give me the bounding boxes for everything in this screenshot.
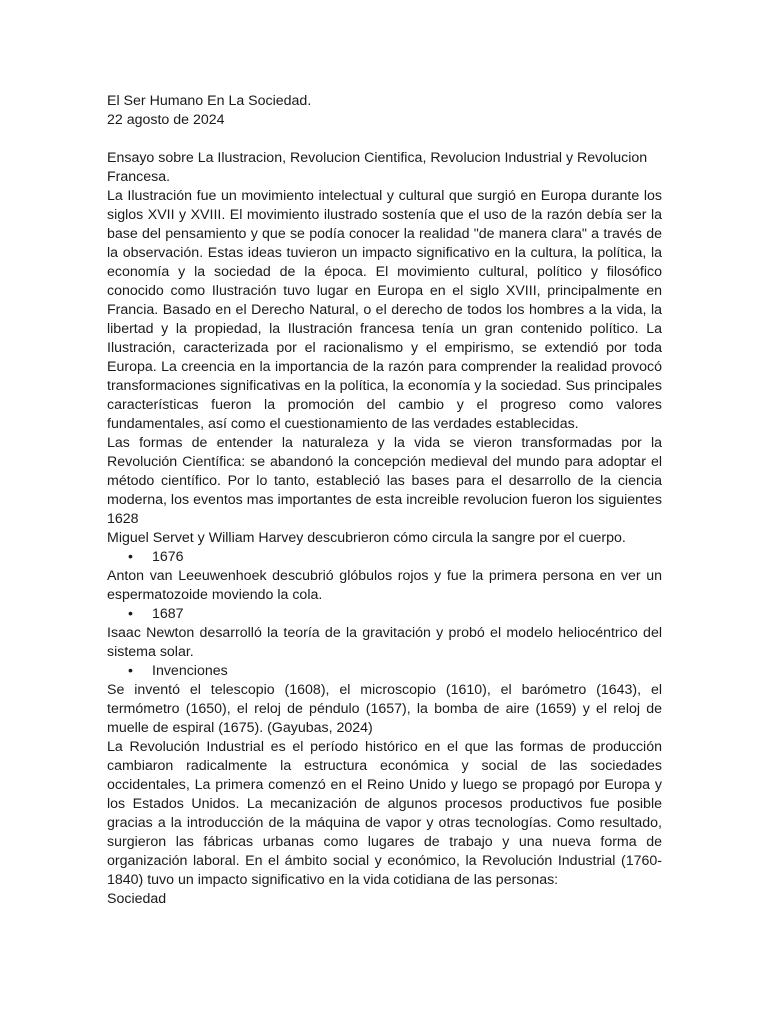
paragraph-revolucion-industrial: La Revolución Industrial es el período histórico en el que las formas de producción cambiaron radicalmente la estructura económica y social de las sociedades occidentales, La primera comenzó en el Reino Unido y luego se propagó por Europa y los Estados Unidos. La mecanización de algunos procesos productivos fue posible gracias a la introducción de la máquina de vapor y otras tecnologías. Como resultado, surgieron las fábricas urbanas como lugares de trabajo y una nueva forma de organización laboral. En el ámbito social y económico, la Revolución Industrial (1760-1840) tuvo un impacto significativo en la vida cotidiana de las personas: xyxy=(107,739,662,888)
paragraph-newton: Isaac Newton desarrolló la teoría de la gravitación y probó el modelo heliocéntrico del sistema solar. xyxy=(107,625,662,660)
document-date: 22 agosto de 2024 xyxy=(107,112,225,128)
bullet-icon: • xyxy=(128,606,133,622)
paragraph-revolucion-cientifica: Las formas de entender la naturaleza y la vida se vieron transformadas por la Revolución Científica: se abandonó la concepción medieval del mundo para adoptar el método científico. Por lo tanto, estableció las bases para el desarrollo de la ciencia moderna, los eventos mas importantes de esta increible revolucion fueron los siguientes 1628 xyxy=(107,435,662,527)
essay-title: Ensayo sobre La Ilustracion, Revolucion Cientifica, Revolucion Industrial y Revolucion Francesa. xyxy=(107,150,648,185)
bullet-item-invenciones xyxy=(107,662,662,681)
bullet-icon: • xyxy=(128,663,133,679)
paragraph-leeuwenhoek: Anton van Leeuwenhoek descubrió glóbulos rojos y fue la primera persona en ver un espermatozoide moviendo la cola. xyxy=(107,568,662,603)
bullet-label: Invenciones xyxy=(152,663,228,679)
bullet-icon: • xyxy=(128,549,133,565)
paragraph-invenciones: Se inventó el telescopio (1608), el microscopio (1610), el barómetro (1643), el termómetro (1650), el reloj de péndulo (1657), la bomba de aire (1659) y el reloj de muelle de espiral (1675). (Gayubas, 2024) xyxy=(107,682,662,736)
paragraph-ilustracion: La Ilustración fue un movimiento intelectual y cultural que surgió en Europa durante los siglos XVII y XVIII. El movimiento ilustrado sostenía que el uso de la razón debía ser la base del pensamiento y que se podía conocer la realidad "de manera clara" a través de la observación. Estas ideas tuvieron un impacto significativo en la cultura, la política, la economía y la sociedad de la época. El movimiento cultural, político y filosófico conocido como Ilustración tuvo lugar en Europa en el siglo XVIII, principalmente en Francia. Basado en el Derecho Natural, o el derecho de todos los hombres a la vida, la libertad y la propiedad, la Ilustración francesa tenía un gran contenido político. La Ilustración, caracterizada por el racionalismo y el empirismo, se extendió por toda Europa. La creencia en la importancia de la razón para comprender la realidad provocó transformaciones significativas en la política, la economía y la sociedad. Sus principales características fueron la promoción del cambio y el progreso como valores fundamentales, así como el cuestionamiento de las verdades establecidas. xyxy=(107,188,662,432)
bullet-item-1676 xyxy=(107,548,662,567)
bullet-label: 1676 xyxy=(152,549,184,565)
bullet-item-1687 xyxy=(107,605,662,624)
blank-line xyxy=(107,130,662,149)
paragraph-servet-harvey: Miguel Servet y William Harvey descubrieron cómo circula la sangre por el cuerpo. xyxy=(107,530,626,546)
paragraph-sociedad: Sociedad xyxy=(107,891,167,907)
course-name: El Ser Humano En La Sociedad. xyxy=(107,93,312,109)
bullet-label: 1687 xyxy=(152,606,184,622)
